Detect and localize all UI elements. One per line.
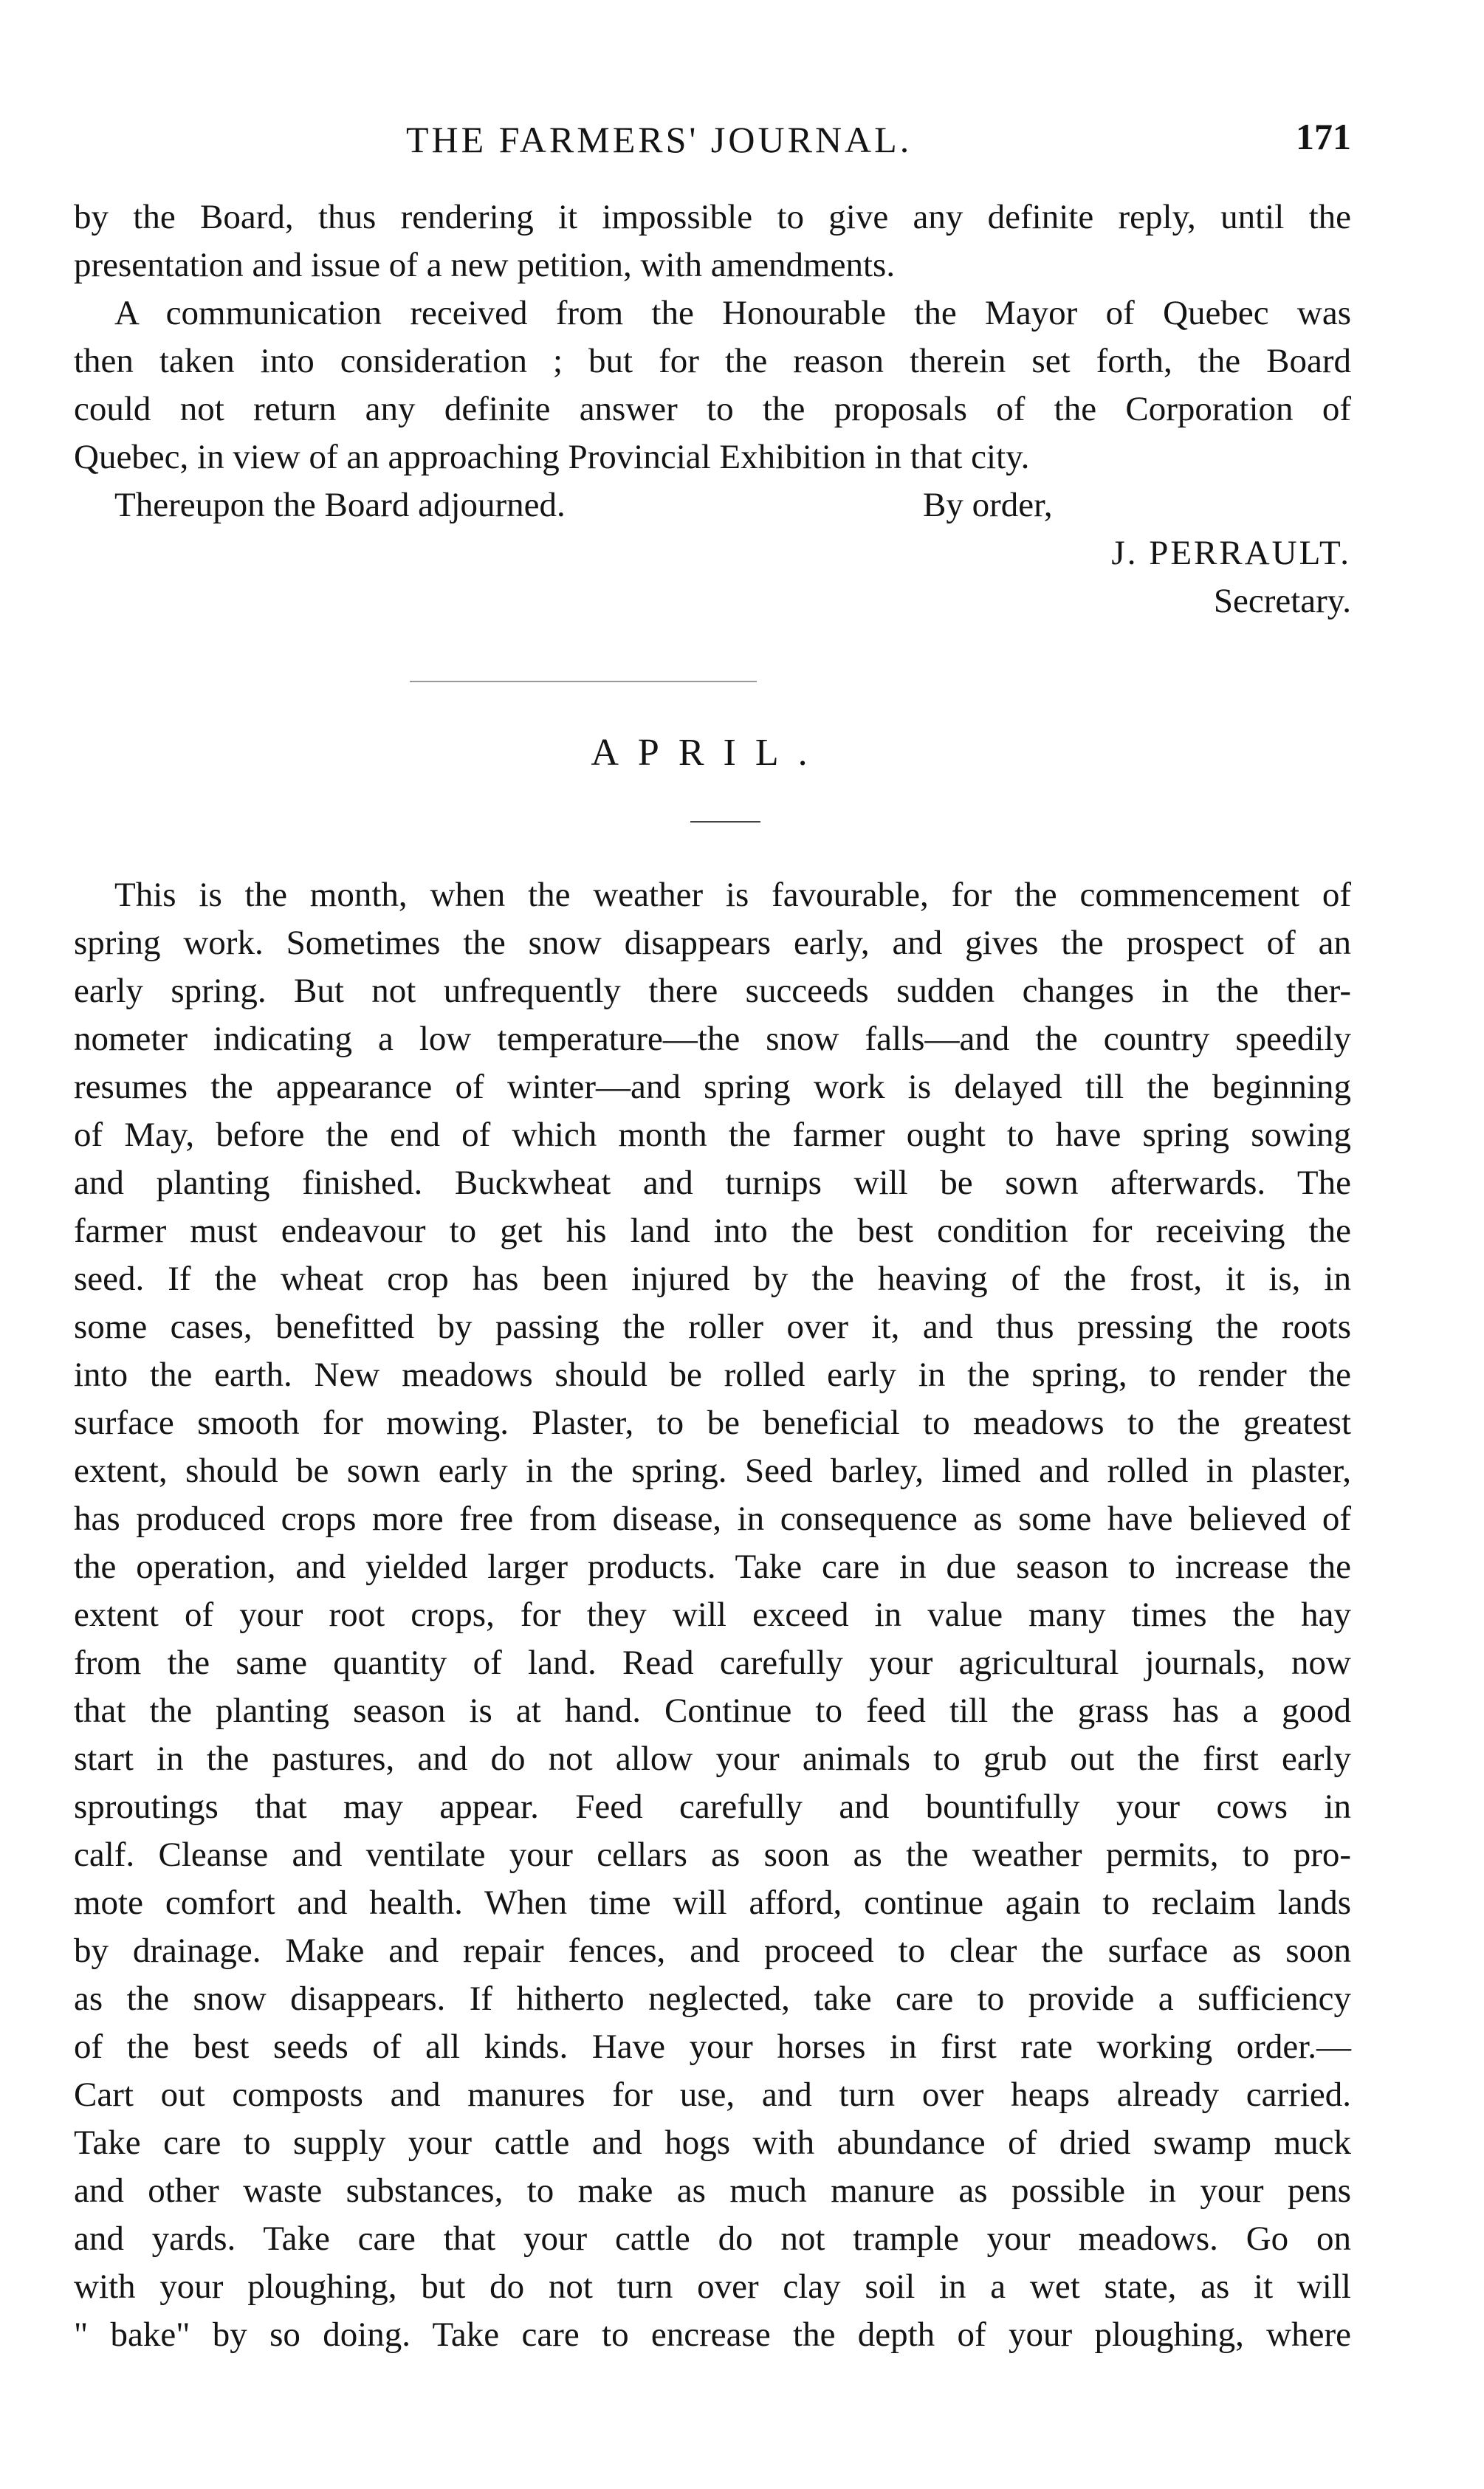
- running-title: THE FARMERS' JOURNAL.: [406, 119, 913, 160]
- article-line: seed. If the wheat crop has been injured by the heaving of the frost, it is, in: [74, 1260, 1351, 1298]
- section-divider: [410, 681, 757, 682]
- article-line: of May, before the end of which month the farmer ought to have spring sowing: [74, 1116, 1351, 1154]
- article-line: resumes the appearance of winter—and spring work is delayed till the beginning: [74, 1068, 1351, 1106]
- article-line: farmer must endeavour to get his land into the best condition for receiving the: [74, 1212, 1351, 1250]
- article-line: nometer indicating a low temperature—the snow falls—and the country speedily: [74, 1020, 1351, 1058]
- article-line: " bake" by so doing. Take care to encrease the depth of your ploughing, where: [74, 2315, 1351, 2354]
- minutes-line: then taken into consideration ; but for the reason therein set forth, the Board: [74, 342, 1351, 380]
- secretary-name: J. PERRAULT.: [1111, 534, 1351, 572]
- article-line: extent of your root crops, for they will exceed in value many times the hay: [74, 1596, 1351, 1634]
- minutes-line: could not return any definite answer to the proposals of the Corporation of: [74, 390, 1351, 428]
- minutes-line: by the Board, thus rendering it impossible to give any definite reply, until the: [74, 198, 1351, 236]
- article-line: and yards. Take care that your cattle do not trample your meadows. Go on: [74, 2219, 1351, 2258]
- article-line: into the earth. New meadows should be rolled early in the spring, to render the: [74, 1356, 1351, 1394]
- minutes-line: Quebec, in view of an approaching Provincial Exhibition in that city.: [74, 438, 1030, 476]
- article-line: and other waste substances, to make as much manure as possible in your pens: [74, 2172, 1351, 2210]
- article-line: surface smooth for mowing. Plaster, to be beneficial to meadows to the greatest: [74, 1404, 1351, 1442]
- article-line: by drainage. Make and repair fences, and proceed to clear the surface as soon: [74, 1932, 1351, 1970]
- article-line: some cases, benefitted by passing the roller over it, and thus pressing the roots: [74, 1308, 1351, 1346]
- minutes-signoff: [74, 481, 1351, 629]
- article-line: as the snow disappears. If hitherto neglected, take care to provide a sufficiency: [74, 1980, 1351, 2018]
- secretary-title: Secretary.: [1213, 582, 1351, 620]
- minutes-line: Thereupon the Board adjourned.: [114, 486, 566, 524]
- article-line: has produced crops more free from disease, in consequence as some have believed of: [74, 1500, 1351, 1538]
- article-line: sproutings that may appear. Feed carefully and bountifully your cows in: [74, 1788, 1351, 1826]
- article-line: calf. Cleanse and ventilate your cellars as soon as the weather permits, to pro-: [74, 1836, 1351, 1874]
- article-line: from the same quantity of land. Read carefully your agricultural journals, now: [74, 1644, 1351, 1682]
- article-title: APRIL.: [591, 732, 827, 774]
- article-line: of the best seeds of all kinds. Have your horses in first rate working order.—: [74, 2028, 1351, 2066]
- article-line: This is the month, when the weather is favourable, for the commencement of: [114, 876, 1351, 914]
- article-line: mote comfort and health. When time will afford, continue again to reclaim lands: [74, 1884, 1351, 1922]
- article-line: that the planting season is at hand. Continue to feed till the grass has a good: [74, 1692, 1351, 1730]
- minutes-line: A communication received from the Honourable the Mayor of Quebec was: [114, 294, 1351, 332]
- article-line: the operation, and yielded larger products. Take care in due season to increase the: [74, 1548, 1351, 1586]
- article-line: Cart out composts and manures for use, and turn over heaps already carried.: [74, 2076, 1351, 2114]
- by-order: By order,: [923, 486, 1053, 524]
- minutes-line: presentation and issue of a new petition, with amendments.: [74, 246, 896, 284]
- article-line: start in the pastures, and do not allow your animals to grub out the first early: [74, 1740, 1351, 1778]
- article-text: [74, 871, 1351, 2359]
- article-line: and planting finished. Buckwheat and turnips will be sown afterwards. The: [74, 1164, 1351, 1202]
- title-rule: [690, 821, 760, 823]
- article-line: spring work. Sometimes the snow disappears early, and gives the prospect of an: [74, 924, 1351, 962]
- article-line: early spring. But not unfrequently there succeeds sudden changes in the ther-: [74, 972, 1351, 1010]
- article-line: Take care to supply your cattle and hogs with abundance of dried swamp muck: [74, 2124, 1351, 2162]
- running-head: [74, 118, 1395, 170]
- article-line: with your ploughing, but do not turn over clay soil in a wet state, as it will: [74, 2267, 1351, 2306]
- page-number: 171: [1296, 116, 1351, 157]
- article-line: extent, should be sown early in the spring. Seed barley, limed and rolled in plaster,: [74, 1452, 1351, 1490]
- minutes-text: [74, 193, 1351, 529]
